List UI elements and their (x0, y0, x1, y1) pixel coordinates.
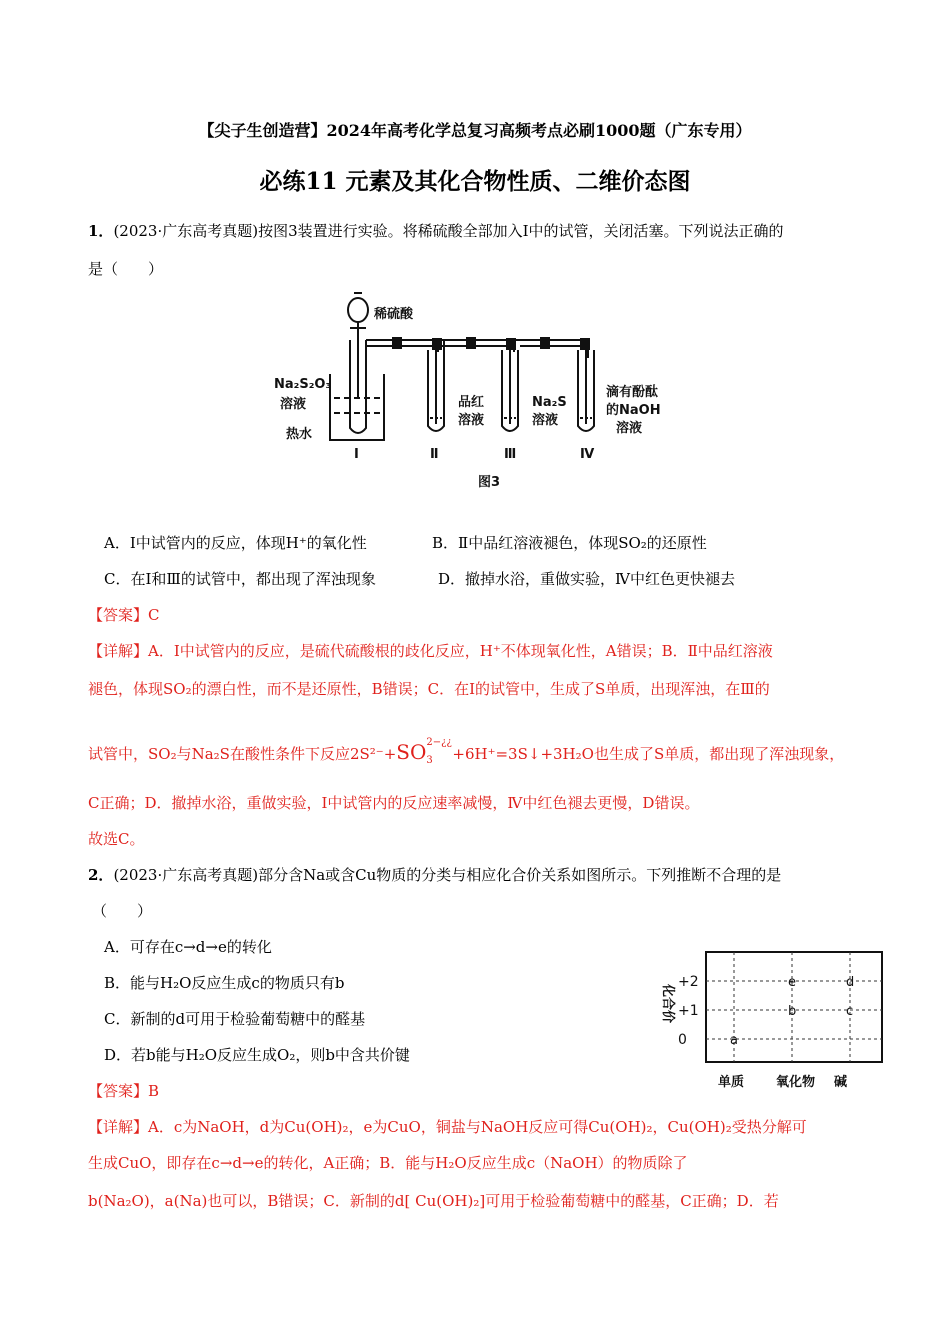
q2-stem-line1 (88, 864, 781, 885)
y-tick-label: +2 (678, 974, 699, 990)
q2-number: 2． (88, 866, 114, 884)
na2s-label-2: 溶液 (532, 413, 559, 428)
naoh-label-3: 溶液 (616, 421, 643, 436)
chart-point-e: e (788, 975, 796, 990)
y-tick-label: +1 (678, 1003, 699, 1019)
x-category-label: 氧化物 (776, 1075, 816, 1090)
figure-caption: 图3 (478, 475, 501, 490)
page-title: 必练11 元素及其化合物性质、二维价态图 (259, 168, 691, 195)
sulfite-symbol: SO (396, 740, 427, 764)
naoh-label-2: 的NaOH (606, 403, 661, 418)
q1-detail-line3 (88, 737, 845, 766)
q1-detail-line4: C正确；D．撤掉水浴，重做实验，Ⅰ中试管内的反应速率减慢，Ⅳ中红色褪去更慢，D错误。 (88, 794, 700, 812)
q2-detail-line1: 【详解】A．c为NaOH，d为Cu(OH)₂，e为CuO，铜盐与NaOH反应可得Cu(OH)₂，Cu(OH)₂受热分解可 (88, 1118, 807, 1136)
q1-option-d[interactable]: D．撤掉水浴，重做实验，Ⅳ中红色更快褪去 (438, 570, 736, 588)
q2-answer: 【答案】B (88, 1082, 160, 1100)
document-header: 【尖子生创造营】2024年高考化学总复习高频考点必刷1000题（广东专用） (198, 121, 752, 140)
q1-stem-text: (2023·广东高考真题)按图3装置进行实验。将稀硫酸全部加入Ⅰ中的试管，关闭活塞。下列说法正确的 (113, 222, 784, 240)
tube-III-label: Ⅲ (504, 447, 517, 462)
q1-stem-line2: 是（ ） (88, 260, 164, 278)
q1-number: 1． (88, 222, 114, 240)
q1-option-c[interactable]: C．在Ⅰ和Ⅲ的试管中，都出现了浑浊现象 (104, 570, 376, 588)
chart-point-a: a (730, 1033, 738, 1048)
q1-detail-line2: 褪色，体现SO₂的漂白性，而不是还原性，B错误；C．在Ⅰ的试管中，生成了S单质，出现浑浊，在Ⅲ的 (88, 680, 770, 698)
q2-option-c[interactable]: C．新制的d可用于检验葡萄糖中的醛基 (104, 1010, 366, 1028)
chart-ylabel: 化合价 (660, 984, 675, 1024)
q1-answer: 【答案】C (88, 606, 160, 624)
y-tick-label: 0 (678, 1032, 687, 1048)
q2-valence-chart (650, 944, 890, 1094)
pinhong-label-2: 溶液 (458, 413, 485, 428)
q2-detail-line2: 生成CuO，即存在c→d→e的转化，A正确；B．能与H₂O反应生成c（NaOH）的物质除了 (88, 1154, 688, 1172)
sulfite-subscript: 3 (426, 755, 433, 766)
q2-option-b[interactable]: B．能与H₂O反应生成c的物质只有b (104, 974, 345, 992)
q1-option-b[interactable]: B．Ⅱ中品红溶液褪色，体现SO₂的还原性 (432, 534, 707, 552)
q2-stem-line2: （ ） (92, 902, 153, 920)
q1-stem-line1 (88, 220, 784, 241)
hot-water-label: 热水 (286, 427, 313, 442)
tube-IV-label: Ⅳ (580, 447, 595, 462)
acid-label: 稀硫酸 (374, 307, 414, 322)
q1-detail-line3a: 试管中，SO₂与Na₂S在酸性条件下反应2S²⁻+ (88, 745, 397, 763)
x-category-label: 碱 (834, 1075, 848, 1090)
q2-option-d[interactable]: D．若b能与H₂O反应生成O₂，则b中含共价键 (104, 1046, 410, 1064)
funnel-bulb (348, 298, 368, 322)
solution-label: 溶液 (280, 397, 307, 412)
chart-point-b: b (788, 1004, 797, 1019)
tube-II-label: Ⅱ (430, 447, 439, 462)
q1-detail-line1: 【详解】A．Ⅰ中试管内的反应，是硫代硫酸根的歧化反应，H⁺不体现氧化性，A错误；B．Ⅱ中品红溶液 (88, 642, 773, 660)
q1-apparatus-figure (250, 288, 690, 498)
sulfite-charge: 2−¿¿ (426, 737, 452, 748)
naoh-label-1: 滴有酚酞 (606, 385, 659, 400)
q1-detail-line3b: +6H⁺=3S↓+3H₂O也生成了S单质，都出现了浑浊现象， (452, 745, 845, 763)
pinhong-label-1: 品红 (458, 395, 485, 410)
q2-stem-text: (2023·广东高考真题)部分含Na或含Cu物质的分类与相应化合价关系如图所示。下列推断不合理的是 (113, 866, 782, 884)
x-category-label: 单质 (718, 1075, 745, 1090)
chart-point-d: d (846, 975, 855, 990)
na2s-label-1: Na₂S (532, 395, 567, 410)
q2-option-a[interactable]: A．可存在c→d→e的转化 (104, 938, 272, 956)
q2-detail-line3: b(Na₂O)，a(Na)也可以，B错误；C．新制的d[ Cu(OH)₂]可用于检验葡萄糖中的醛基，C正确；D．若 (88, 1192, 779, 1210)
q1-conclusion: 故选C。 (88, 830, 145, 848)
q1-option-a[interactable]: A．Ⅰ中试管内的反应，体现H⁺的氧化性 (104, 534, 367, 552)
chart-point-c: c (846, 1004, 854, 1019)
tube-I-label: Ⅰ (354, 447, 359, 462)
na2s2o3-label: Na₂S₂O₃ (274, 377, 332, 392)
